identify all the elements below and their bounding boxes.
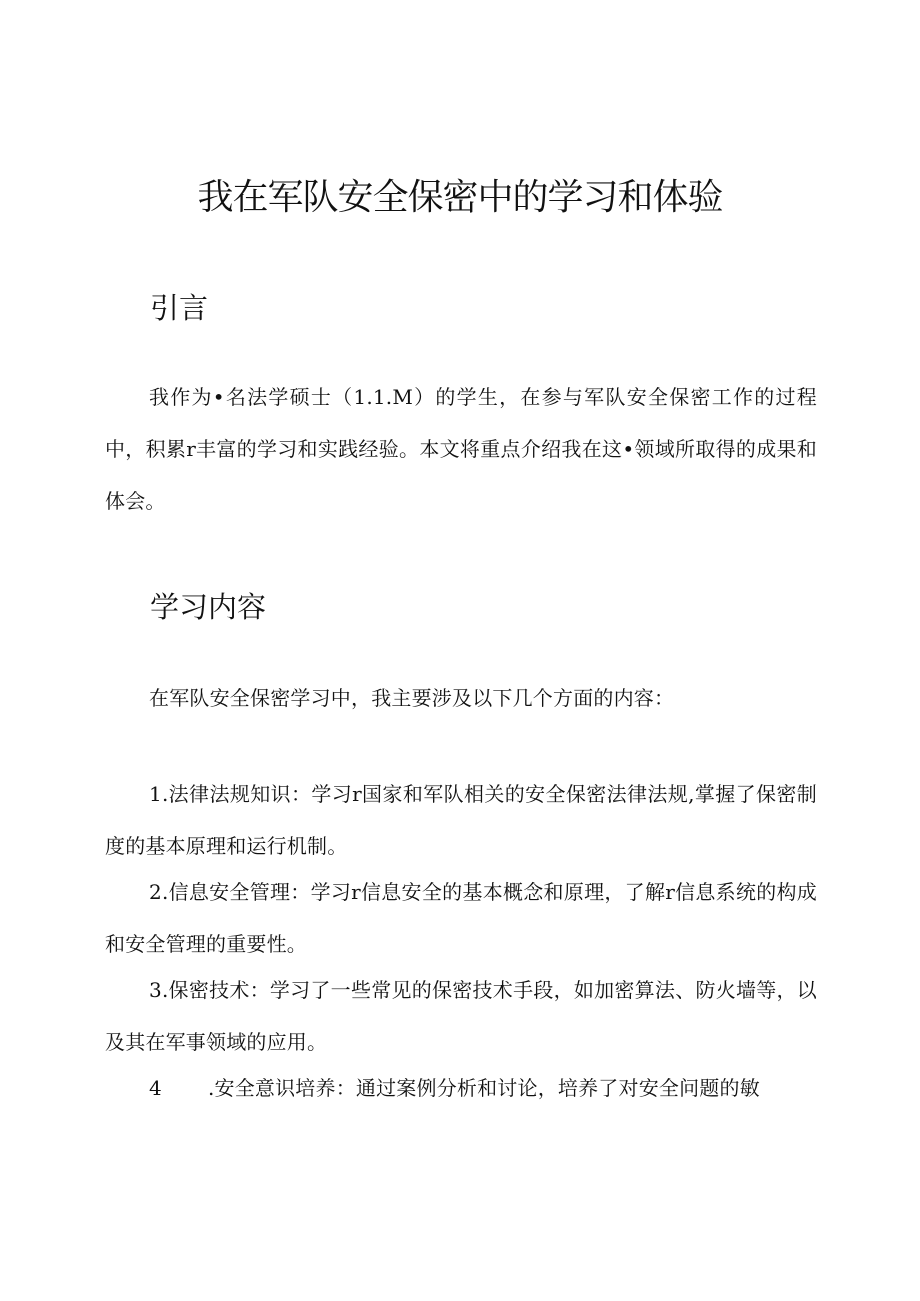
list-item — [105, 1062, 817, 1114]
section-heading-learning-content: 学习内容 — [150, 590, 267, 624]
list-item — [105, 866, 817, 970]
list-item-number: 4 — [149, 1076, 162, 1100]
learning-content-lead: 在军队安全保密学习中，我主要涉及以下几个方面的内容： — [149, 686, 675, 710]
list-item-text: .保密技术：学习了一些常见的保密技术手段，如加密算法、防火墙等，以及其在军事领域的应用。 — [105, 978, 817, 1054]
list-item-number: 1 — [149, 782, 162, 806]
document-title: 我在军队安全保密中的学习和体验 — [197, 177, 723, 218]
list-item — [105, 768, 817, 872]
list-item-text: .信息安全管理：学习r信息安全的基本概念和原理，了解r信息系统的构成和安全管理的重要性。 — [105, 880, 817, 956]
list-item-text: .法律法规知识：学习r国家和军队相关的安全保密法律法规,掌握了保密制度的基本原理和运行机制。 — [105, 782, 817, 858]
section-heading-intro: 引言 — [150, 291, 209, 325]
list-item-number: 2 — [149, 880, 162, 904]
list-item-number: 3 — [149, 978, 162, 1002]
list-item-text: .安全意识培养：通过案例分析和讨论，培养了对安全问题的敏 — [207, 1076, 760, 1100]
intro-paragraph: 我作为•名法学硕士（1.1.M）的学生，在参与军队安全保密工作的过程中，积累r丰富的学习和实践经验。本文将重点介绍我在这•领域所取得的成果和体会。 — [105, 385, 817, 513]
list-item — [105, 964, 817, 1068]
